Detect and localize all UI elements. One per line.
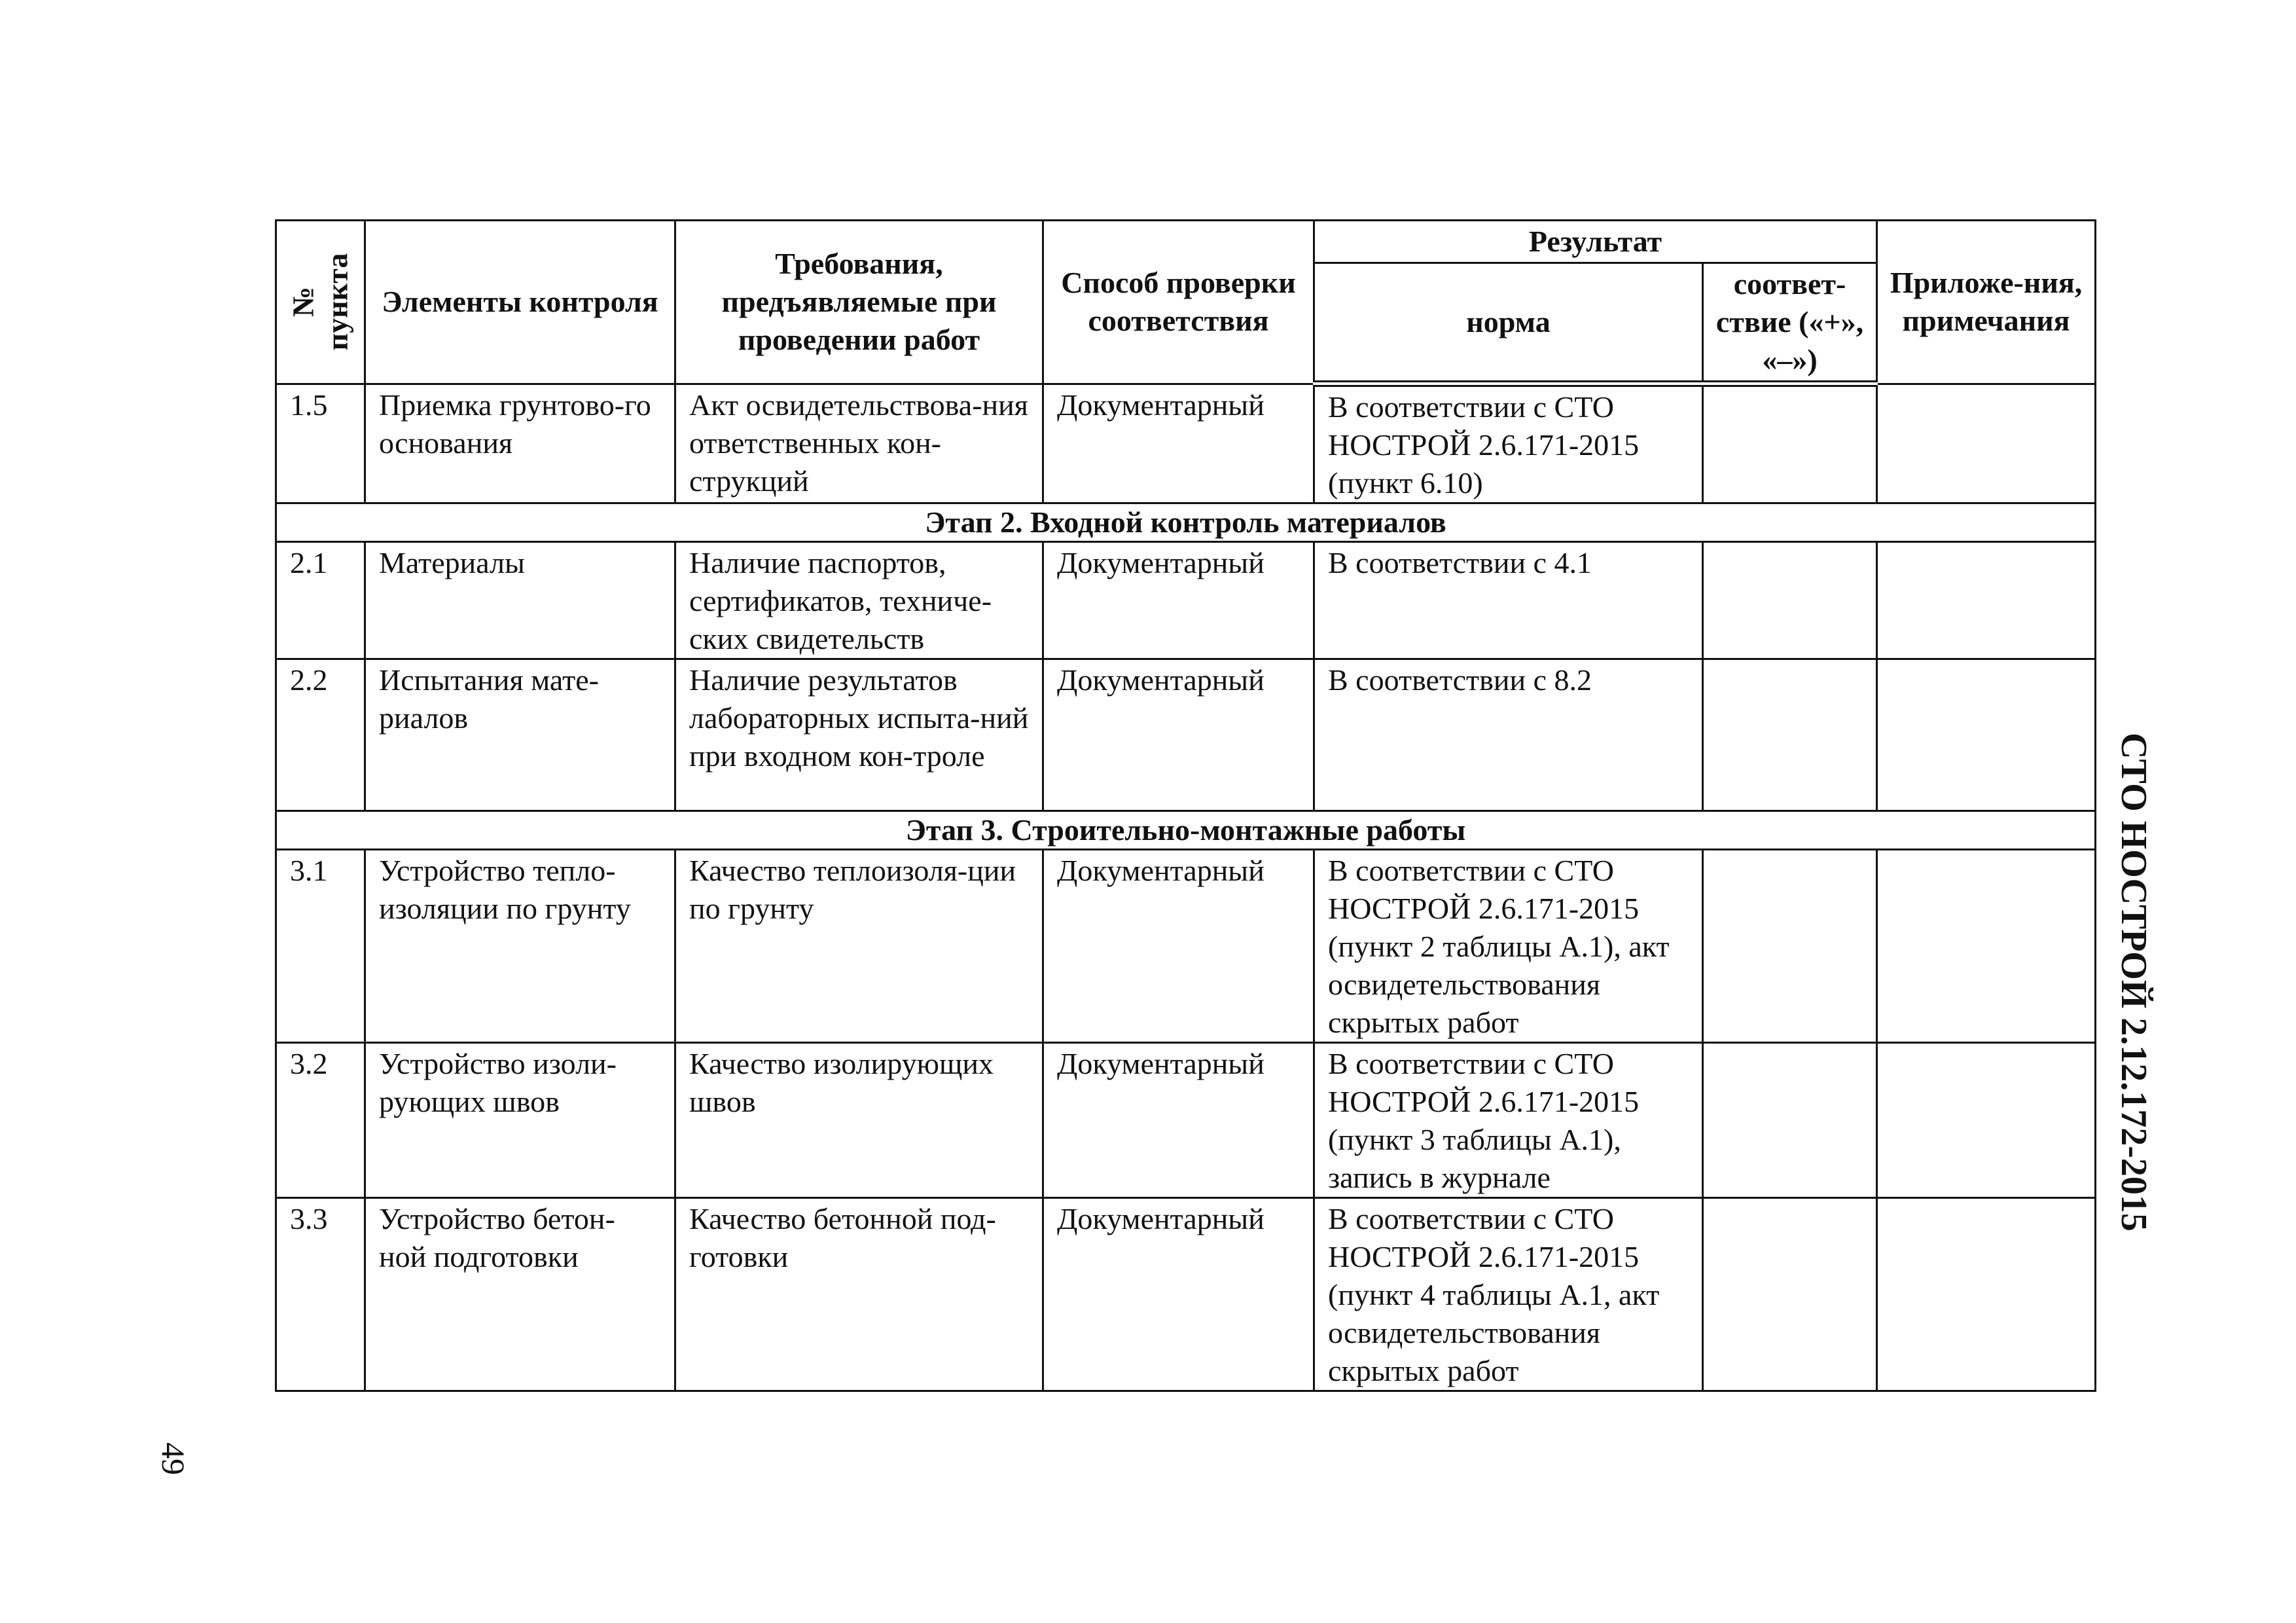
cell-method: Документарный	[1043, 384, 1314, 503]
cell-method: Документарный	[1043, 659, 1314, 811]
stage-row	[276, 503, 2096, 542]
cell-norm: В соответствии с 4.1	[1314, 542, 1703, 659]
cell-num: 2.2	[276, 659, 365, 811]
cell-requirement: Качество теплоизоля-ции по грунту	[675, 850, 1043, 1043]
header-num	[276, 221, 365, 384]
cell-norm: В соответствии с 8.2	[1314, 659, 1703, 811]
header-elements: Элементы контроля	[365, 221, 675, 384]
cell-element: Материалы	[365, 542, 675, 659]
cell-element: Устройство тепло-изоляции по грунту	[365, 850, 675, 1043]
header-notes: Приложе-ния, примечания	[1877, 221, 2096, 384]
cell-num: 1.5	[276, 384, 365, 503]
cell-requirement: Качество изолирующих швов	[675, 1043, 1043, 1198]
cell-norm: В соответствии с СТО НОСТРОЙ 2.6.171-2015 (пункт 3 таблицы А.1), запись в журнале	[1314, 1043, 1703, 1198]
cell-notes	[1877, 542, 2096, 659]
table-row	[276, 659, 2096, 811]
cell-element: Устройство бетон-ной подготовки	[365, 1198, 675, 1391]
stage-title: Этап 2. Входной контроль материалов	[276, 503, 2096, 542]
cell-conformity	[1703, 542, 1877, 659]
stage-row	[276, 811, 2096, 850]
cell-conformity	[1703, 850, 1877, 1043]
cell-element: Испытания мате-риалов	[365, 659, 675, 811]
cell-method: Документарный	[1043, 1198, 1314, 1391]
table-body	[276, 384, 2096, 1391]
header-norm: норма	[1314, 263, 1703, 384]
cell-notes	[1877, 659, 2096, 811]
header-requirements: Требования, предъявляемые при проведении работ	[675, 221, 1043, 384]
header-result: Результат	[1314, 221, 1877, 263]
cell-requirement: Наличие паспортов, сертификатов, техниче-ских свидетельств	[675, 542, 1043, 659]
cell-conformity	[1703, 659, 1877, 811]
cell-num: 3.2	[276, 1043, 365, 1198]
cell-conformity	[1703, 1198, 1877, 1391]
cell-norm: В соответствии с СТО НОСТРОЙ 2.6.171-2015 (пункт 4 таблицы А.1, акт освидетельствования скрытых работ	[1314, 1198, 1703, 1391]
cell-notes	[1877, 384, 2096, 503]
cell-element: Устройство изоли-рующих швов	[365, 1043, 675, 1198]
cell-method: Документарный	[1043, 850, 1314, 1043]
cell-conformity	[1703, 1043, 1877, 1198]
control-table	[275, 219, 2096, 1392]
cell-notes	[1877, 1043, 2096, 1198]
header-method: Способ проверки соответствия	[1043, 221, 1314, 384]
cell-norm: В соответствии с СТО НОСТРОЙ 2.6.171-2015 (пункт 6.10)	[1314, 384, 1703, 503]
cell-notes	[1877, 1198, 2096, 1391]
cell-requirement: Качество бетонной под-готовки	[675, 1198, 1043, 1391]
cell-notes	[1877, 850, 2096, 1043]
cell-conformity	[1703, 384, 1877, 503]
cell-method: Документарный	[1043, 542, 1314, 659]
cell-requirement: Акт освидетельствова-ния ответственных кон-струкций	[675, 384, 1043, 503]
cell-num: 3.3	[276, 1198, 365, 1391]
header-conformity: соответ-ствие («+», «–»)	[1703, 263, 1877, 384]
table-row	[276, 850, 2096, 1043]
cell-method: Документарный	[1043, 1043, 1314, 1198]
cell-num: 3.1	[276, 850, 365, 1043]
document-code: СТО НОСТРОЙ 2.12.172-2015	[2113, 733, 2154, 1231]
table-header	[276, 221, 2096, 384]
cell-element: Приемка грунтово-го основания	[365, 384, 675, 503]
stage-title: Этап 3. Строительно-монтажные работы	[276, 811, 2096, 850]
cell-requirement: Наличие результатов лабораторных испыта-ний при входном кон-троле	[675, 659, 1043, 811]
table-row	[276, 384, 2096, 503]
table-row	[276, 542, 2096, 659]
header-num-text: № пункта	[286, 253, 354, 351]
cell-norm: В соответствии с СТО НОСТРОЙ 2.6.171-2015 (пункт 2 таблицы А.1), акт освидетельствования скрытых работ	[1314, 850, 1703, 1043]
table-row	[276, 1198, 2096, 1391]
table-row	[276, 1043, 2096, 1198]
page-number: 49	[155, 1442, 192, 1475]
cell-num: 2.1	[276, 542, 365, 659]
